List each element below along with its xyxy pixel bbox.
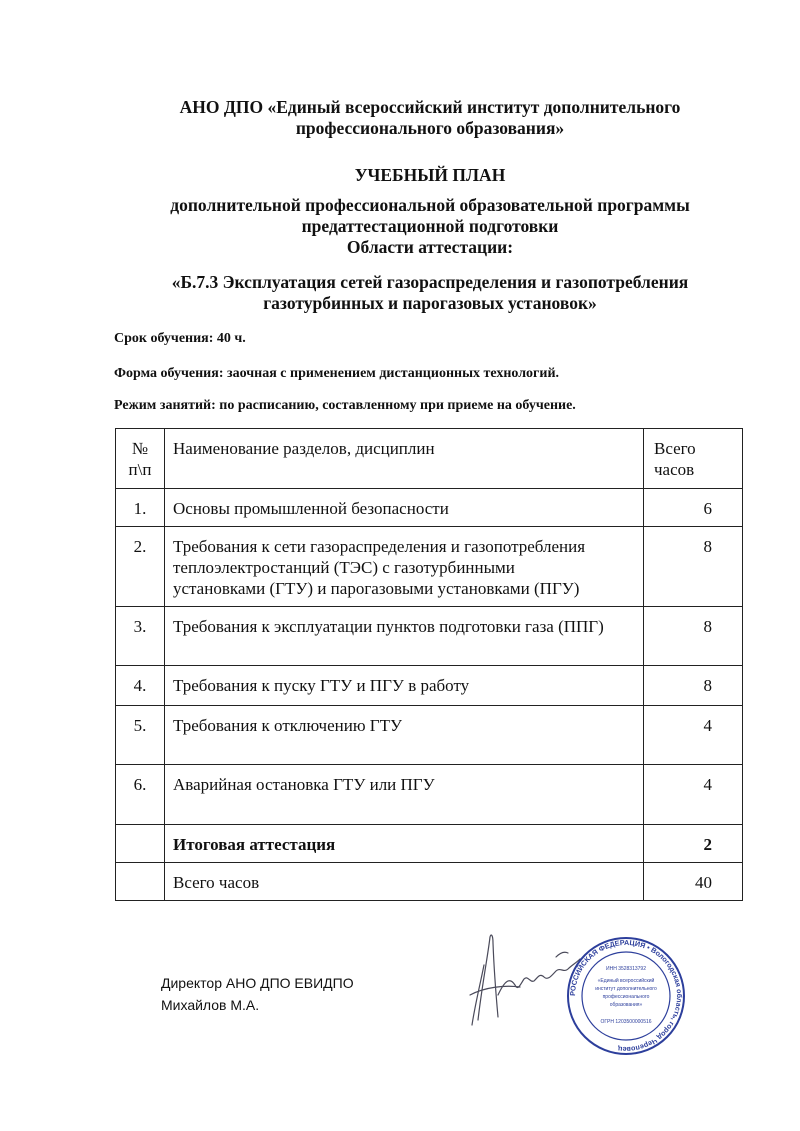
row-name: Требования к сети газораспределения и газопотребления теплоэлектростанций (ТЭС) с газотурбинными установками (ГТУ) и парогазовыми установками (ПГУ): [165, 527, 644, 607]
final-assessment-row: [116, 825, 743, 863]
plan-title: УЧЕБНЫЙ ПЛАН: [354, 165, 506, 185]
seal-line: образования»: [609, 1002, 643, 1008]
director-name: Михайлов М.А.: [161, 997, 260, 1013]
row-num: 5.: [116, 706, 165, 765]
row-hours: 4: [644, 706, 743, 765]
seal-inn: ИНН 3528313792: [605, 966, 647, 972]
row-num: 1.: [116, 489, 165, 527]
row-num: 4.: [116, 666, 165, 706]
total-label: Всего часов: [165, 863, 644, 901]
row-name: Требования к пуску ГТУ и ПГУ в работу: [165, 666, 644, 706]
row-num: 6.: [116, 765, 165, 825]
row-hours: 8: [644, 527, 743, 607]
table-row: [116, 765, 743, 825]
program-subtitle: дополнительной профессиональной образовательной программы предаттестационной подготовки Области аттестации:: [170, 195, 690, 257]
row-hours: 8: [644, 607, 743, 666]
header-num: № п\п: [116, 429, 165, 489]
table-row: [116, 489, 743, 527]
study-form: Форма обучения: заочная с применением дистанционных технологий.: [114, 366, 560, 381]
row-num: 3.: [116, 607, 165, 666]
table-header-row: [116, 429, 743, 489]
row-name: Аварийная остановка ГТУ или ПГУ: [165, 765, 644, 825]
row-hours: 6: [644, 489, 743, 527]
row-hours: 4: [644, 765, 743, 825]
final-assessment-label: Итоговая аттестация: [165, 825, 644, 863]
total-row: [116, 863, 743, 901]
director-title: Директор АНО ДПО ЕВИДПО: [161, 975, 354, 991]
table-row: [116, 706, 743, 765]
table-row: [116, 666, 743, 706]
table-row: [116, 527, 743, 607]
seal-line: институт дополнительного: [595, 986, 657, 992]
row-num: [116, 863, 165, 901]
seal-line: профессионального: [602, 994, 650, 1000]
row-hours: 8: [644, 666, 743, 706]
row-num: 2.: [116, 527, 165, 607]
row-name: Требования к отключению ГТУ: [165, 706, 644, 765]
curriculum-table: [115, 428, 743, 901]
final-assessment-hours: 2: [644, 825, 743, 863]
row-name: Основы промышленной безопасности: [165, 489, 644, 527]
table-row: [116, 607, 743, 666]
header-hours: Всего часов: [644, 429, 743, 489]
total-hours: 40: [644, 863, 743, 901]
seal-line: «Единый всероссийский: [597, 978, 655, 984]
study-mode: Режим занятий: по расписанию, составленному при приеме на обучение.: [114, 398, 576, 413]
program-name: «Б.7.3 Эксплуатация сетей газораспределения и газопотребления газотурбинных и парогазовых установок»: [171, 272, 689, 313]
header-name: Наименование разделов, дисциплин: [165, 429, 644, 489]
seal-ogrn: ОГРН 1203500000516: [600, 1019, 652, 1025]
official-seal: [565, 935, 687, 1057]
row-num: [116, 825, 165, 863]
seal-outer-text: РОССИЙСКАЯ ФЕДЕРАЦИЯ • Вологодская область, город Череповец: [567, 937, 685, 1055]
row-name: Требования к эксплуатации пунктов подготовки газа (ППГ): [165, 607, 644, 666]
study-duration: Срок обучения: 40 ч.: [114, 331, 246, 346]
organization-title: АНО ДПО «Единый всероссийский институт дополнительного профессионального образования»: [179, 97, 681, 138]
